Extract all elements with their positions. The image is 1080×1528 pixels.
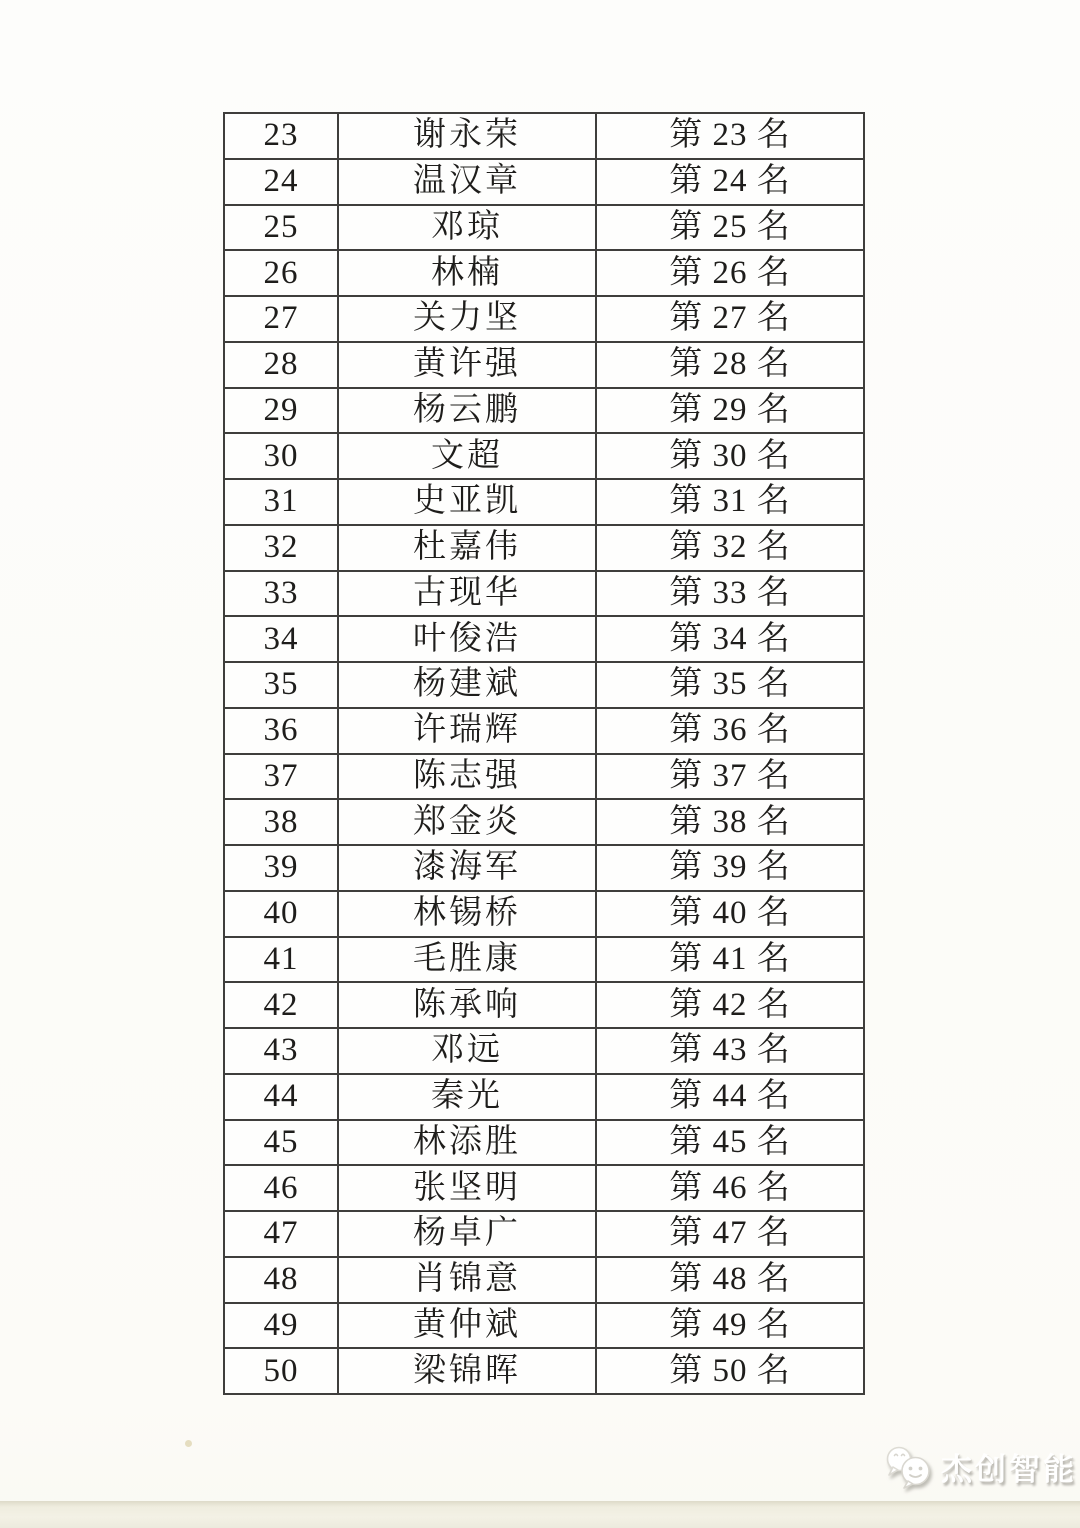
serial-number-cell: 31 (224, 479, 338, 525)
name-cell: 林锡桥 (338, 891, 596, 937)
name-cell: 古现华 (338, 571, 596, 617)
table-row (224, 982, 864, 1028)
serial-number-cell: 28 (224, 342, 338, 388)
name-cell: 杨建斌 (338, 662, 596, 708)
rank-cell: 第 47 名 (596, 1211, 864, 1257)
table-row (224, 525, 864, 571)
table-row (224, 845, 864, 891)
rank-cell: 第 23 名 (596, 113, 864, 159)
table-row (224, 433, 864, 479)
table-row (224, 296, 864, 342)
rank-cell: 第 44 名 (596, 1074, 864, 1120)
name-cell: 杨卓广 (338, 1211, 596, 1257)
table-row (224, 1257, 864, 1303)
table-row (224, 388, 864, 434)
name-cell: 叶俊浩 (338, 616, 596, 662)
serial-number-cell: 49 (224, 1303, 338, 1349)
rank-cell: 第 36 名 (596, 708, 864, 754)
table-row (224, 708, 864, 754)
serial-number-cell: 39 (224, 845, 338, 891)
table-row (224, 342, 864, 388)
table-row (224, 571, 864, 617)
serial-number-cell: 37 (224, 754, 338, 800)
rank-cell: 第 32 名 (596, 525, 864, 571)
serial-number-cell: 34 (224, 616, 338, 662)
name-cell: 史亚凯 (338, 479, 596, 525)
name-cell: 肖锦意 (338, 1257, 596, 1303)
name-cell: 杨云鹏 (338, 388, 596, 434)
rank-cell: 第 50 名 (596, 1348, 864, 1394)
serial-number-cell: 23 (224, 113, 338, 159)
rank-cell: 第 24 名 (596, 159, 864, 205)
serial-number-cell: 29 (224, 388, 338, 434)
serial-number-cell: 35 (224, 662, 338, 708)
name-cell: 林楠 (338, 250, 596, 296)
name-cell: 关力坚 (338, 296, 596, 342)
table-row (224, 250, 864, 296)
name-cell: 许瑞辉 (338, 708, 596, 754)
rank-cell: 第 33 名 (596, 571, 864, 617)
table-row (224, 662, 864, 708)
rank-cell: 第 34 名 (596, 616, 864, 662)
rank-cell: 第 29 名 (596, 388, 864, 434)
name-cell: 梁锦晖 (338, 1348, 596, 1394)
table-row (224, 1074, 864, 1120)
serial-number-cell: 41 (224, 937, 338, 983)
name-cell: 邓琼 (338, 205, 596, 251)
name-cell: 陈志强 (338, 754, 596, 800)
serial-number-cell: 43 (224, 1028, 338, 1074)
rank-cell: 第 39 名 (596, 845, 864, 891)
table-row (224, 113, 864, 159)
serial-number-cell: 25 (224, 205, 338, 251)
rank-cell: 第 43 名 (596, 1028, 864, 1074)
rank-cell: 第 38 名 (596, 799, 864, 845)
serial-number-cell: 42 (224, 982, 338, 1028)
rank-cell: 第 31 名 (596, 479, 864, 525)
rank-cell: 第 26 名 (596, 250, 864, 296)
table-row (224, 1211, 864, 1257)
serial-number-cell: 48 (224, 1257, 338, 1303)
name-cell: 毛胜康 (338, 937, 596, 983)
table-row (224, 616, 864, 662)
table-row (224, 937, 864, 983)
name-cell: 杜嘉伟 (338, 525, 596, 571)
name-cell: 黄许强 (338, 342, 596, 388)
serial-number-cell: 47 (224, 1211, 338, 1257)
table-row (224, 891, 864, 937)
rank-cell: 第 35 名 (596, 662, 864, 708)
name-cell: 温汉章 (338, 159, 596, 205)
serial-number-cell: 36 (224, 708, 338, 754)
serial-number-cell: 40 (224, 891, 338, 937)
name-cell: 秦光 (338, 1074, 596, 1120)
rank-cell: 第 25 名 (596, 205, 864, 251)
table-row (224, 1165, 864, 1211)
rank-cell: 第 41 名 (596, 937, 864, 983)
name-cell: 黄仲斌 (338, 1303, 596, 1349)
table-row (224, 1028, 864, 1074)
name-cell: 张坚明 (338, 1165, 596, 1211)
table-row (224, 159, 864, 205)
serial-number-cell: 33 (224, 571, 338, 617)
serial-number-cell: 32 (224, 525, 338, 571)
serial-number-cell: 38 (224, 799, 338, 845)
rank-cell: 第 40 名 (596, 891, 864, 937)
table-row (224, 1303, 864, 1349)
table-row (224, 479, 864, 525)
rank-cell: 第 48 名 (596, 1257, 864, 1303)
wechat-bubbles-icon (884, 1445, 934, 1489)
name-cell: 邓远 (338, 1028, 596, 1074)
rank-cell: 第 49 名 (596, 1303, 864, 1349)
table-row (224, 1120, 864, 1166)
serial-number-cell: 46 (224, 1165, 338, 1211)
name-cell: 郑金炎 (338, 799, 596, 845)
rank-cell: 第 46 名 (596, 1165, 864, 1211)
name-cell: 谢永荣 (338, 113, 596, 159)
rank-cell: 第 30 名 (596, 433, 864, 479)
ranking-table (223, 112, 865, 1395)
name-cell: 文超 (338, 433, 596, 479)
serial-number-cell: 45 (224, 1120, 338, 1166)
name-cell: 林添胜 (338, 1120, 596, 1166)
page-bottom-edge (0, 1501, 1080, 1528)
scan-speck (185, 1440, 192, 1447)
serial-number-cell: 26 (224, 250, 338, 296)
ranking-table-body (224, 113, 864, 1394)
serial-number-cell: 44 (224, 1074, 338, 1120)
rank-cell: 第 28 名 (596, 342, 864, 388)
name-cell: 漆海军 (338, 845, 596, 891)
rank-cell: 第 27 名 (596, 296, 864, 342)
serial-number-cell: 24 (224, 159, 338, 205)
table-row (224, 205, 864, 251)
serial-number-cell: 27 (224, 296, 338, 342)
serial-number-cell: 30 (224, 433, 338, 479)
serial-number-cell: 50 (224, 1348, 338, 1394)
table-row (224, 754, 864, 800)
rank-cell: 第 45 名 (596, 1120, 864, 1166)
rank-cell: 第 37 名 (596, 754, 864, 800)
name-cell: 陈承响 (338, 982, 596, 1028)
rank-cell: 第 42 名 (596, 982, 864, 1028)
table-row (224, 1348, 864, 1394)
watermark-label: 杰创智能 (941, 1452, 1077, 1487)
watermark (884, 1444, 1077, 1489)
table-row (224, 799, 864, 845)
